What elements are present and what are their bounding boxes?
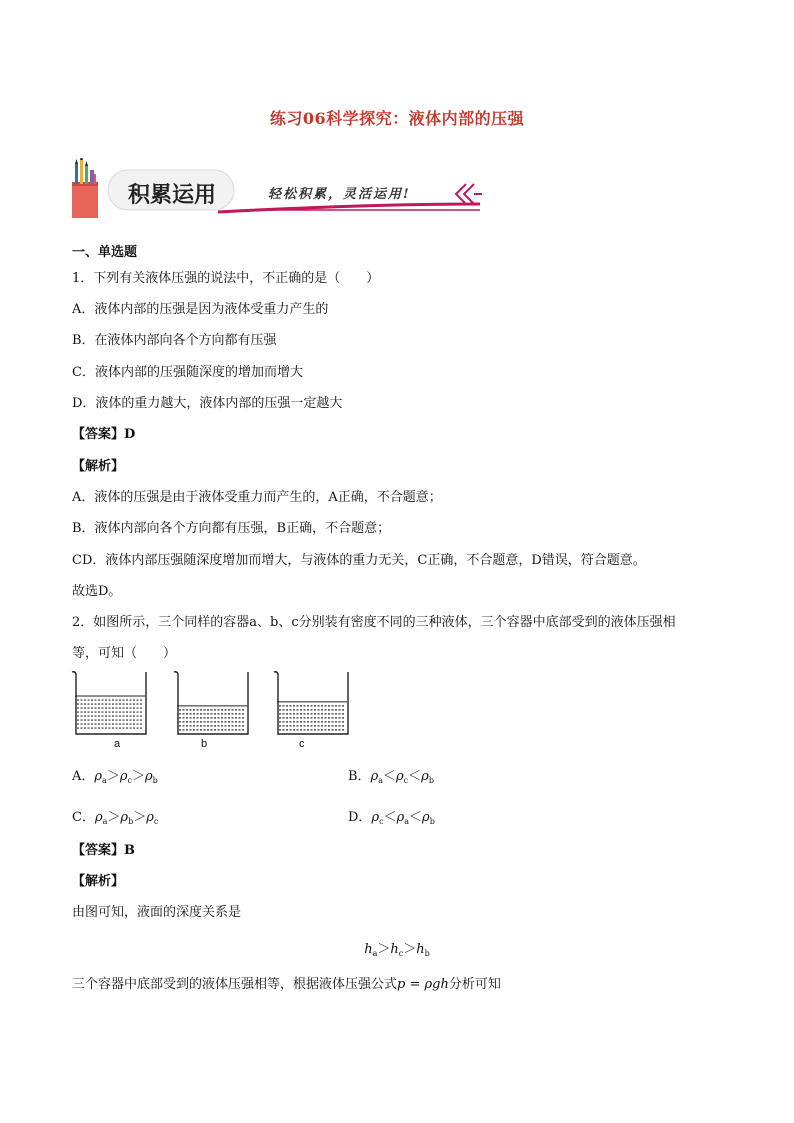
q1-analysis-label: 【解析】	[72, 459, 125, 474]
double-chevron-left-icon	[456, 184, 482, 204]
q2-analysis-label: 【解析】	[72, 874, 125, 889]
document-title: 练习06科学探究：液体内部的压强	[269, 109, 525, 128]
beaker-label-b: b	[201, 738, 208, 750]
option-letter: D．	[348, 810, 372, 825]
q1-stem: 1．下列有关液体压强的说法中，不正确的是（ ）	[72, 271, 380, 286]
q2-answer: 【答案】B	[72, 843, 135, 858]
section-heading: 一、单选题	[72, 245, 138, 260]
q1-option-c: C．液体内部的压强随深度的增加而增大	[72, 365, 303, 380]
beaker-c	[274, 672, 348, 734]
q2-option-a: A．$\rho_a>\rho_c>\rho_b$	[72, 769, 158, 785]
pencil-cup-icon	[72, 158, 98, 218]
q2-option-c: C．$\rho_a>\rho_b>\rho_c$	[72, 810, 159, 826]
q1-option-b: B．在液体内部向各个方向都有压强	[72, 333, 277, 348]
beaker-b	[174, 672, 248, 734]
q1-option-a: A．液体内部的压强是因为液体受重力产生的	[72, 302, 329, 317]
q2-option-b: B．$\rho_a<\rho_c<\rho_b$	[348, 769, 434, 785]
option-letter: C．	[72, 810, 95, 825]
pressure-formula: p = ρgh	[397, 977, 449, 992]
q2-analysis-line2: 三个容器中底部受到的液体压强相等，根据液体压强公式p = ρgh分析可知	[72, 977, 501, 992]
q2-analysis-line1: 由图可知，液面的深度关系是	[72, 905, 242, 920]
depth-relation: $h_a>h_c>h_b$	[364, 942, 430, 958]
beaker-a	[72, 672, 146, 734]
banner-slogan: 轻松积累，灵活运用!	[268, 187, 411, 202]
liquid-a	[75, 696, 145, 732]
beaker-label-a: a	[114, 738, 121, 750]
option-letter: A．	[72, 769, 95, 784]
q1-analysis-line: B．液体内部向各个方向都有压强，B正确，不合题意；	[72, 521, 391, 536]
beakers-figure	[70, 668, 360, 754]
option-letter: B．	[348, 769, 371, 784]
q1-analysis-line: A．液体的压强是由于液体受重力而产生的，A正确，不合题意；	[72, 490, 442, 505]
q1-analysis-line: 故选D。	[72, 584, 122, 599]
banner-title: 积累运用	[128, 183, 217, 208]
beakers-drawing	[70, 668, 360, 738]
q1-analysis-line: CD．液体内部压强随深度增加而增大，与液体的重力无关，C正确，不合题意，D错误，符合题意。	[72, 553, 646, 568]
q2-stem-line2: 等，可知（ ）	[72, 646, 177, 661]
q1-option-d: D．液体的重力越大，液体内部的压强一定越大	[72, 396, 343, 411]
q2-option-d: D．$\rho_c<\rho_a<\rho_b$	[348, 810, 435, 826]
beaker-label-c: c	[299, 738, 305, 750]
q1-answer: 【答案】D	[72, 427, 136, 442]
q2-stem-line1: 2．如图所示，三个同样的容器a、b、c分别装有密度不同的三种液体，三个容器中底部受到的液体压强相	[72, 615, 676, 630]
